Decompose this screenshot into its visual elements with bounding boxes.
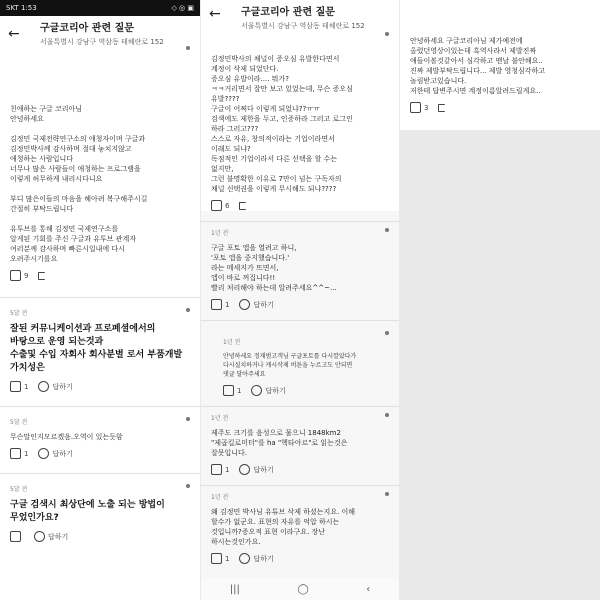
post-text: 안녕하세요 구글코리아님 제가예전에 올렸던영상이있는데 흑역사라서 제발진짜 애들이볼것같아서 심각하고 맨날 불안해요.. 진짜 제발부탁드립니다... 제발 영청심각하고 놀림받고있습니다. 저한테 답변주시면 계정이름알려드릴게요.. (410, 37, 546, 95)
like-count: 1 (225, 465, 230, 474)
overflow-menu-icon[interactable] (385, 492, 389, 496)
status-bar (0, 0, 200, 16)
thumbs-up-icon (10, 448, 21, 459)
flag-icon[interactable] (38, 272, 45, 280)
comment-icon (239, 464, 250, 475)
reply-button[interactable] (239, 299, 273, 310)
post-actions (211, 200, 389, 211)
comment-text: 안녕하세요 정재범고객님 구글포토를 다시깔았다가 다시설치하거나 캐시삭제 버튼을 누르고도 안되면 댓글 달아주세요 (223, 353, 357, 378)
like-button[interactable] (211, 299, 229, 310)
comment-icon (239, 553, 250, 564)
like-count: 1 (24, 382, 29, 391)
reply-label: 답하기 (253, 554, 274, 563)
like-button[interactable] (223, 385, 241, 396)
flag-icon[interactable] (239, 202, 246, 210)
comment-time: 1년 전 (211, 415, 229, 422)
comment-icon (34, 531, 45, 542)
back-arrow-icon[interactable]: ← (8, 26, 20, 42)
screenshot-panel-2 (201, 0, 399, 600)
like-count: 1 (225, 554, 230, 563)
like-count: 9 (24, 271, 29, 280)
comment-text: 구글 검색시 최상단에 노출 되는 방법이 무었인가요? (10, 500, 165, 523)
post-actions (10, 270, 190, 281)
reply-label: 답하기 (253, 465, 274, 474)
like-count: 1 (24, 449, 29, 458)
comment-text: 잘된 커뮤니케이션과 프로페셜에서의 바탕으로 운영 되는것과 수출및 수입 자회사 회사분별 로서 부품개발 가치성은 (10, 324, 183, 373)
comment-card (201, 486, 399, 564)
thumbs-up-icon (410, 102, 421, 113)
reply-button[interactable] (38, 448, 72, 459)
overflow-menu-icon[interactable] (186, 308, 190, 312)
like-button[interactable] (211, 464, 229, 475)
app-bar (201, 0, 399, 40)
thumbs-up-icon (211, 200, 222, 211)
comment-time: 1년 전 (223, 339, 241, 346)
like-button[interactable] (410, 102, 428, 113)
recents-icon[interactable]: ||| (229, 583, 240, 595)
page-address: 서울특별시 강남구 역삼동 테헤란로 152 (241, 22, 365, 30)
back-icon[interactable]: ‹ (366, 583, 371, 595)
like-count: 1 (237, 386, 242, 395)
comment-time: 1년 전 (211, 230, 229, 237)
overflow-menu-icon[interactable] (385, 228, 389, 232)
comment-actions (211, 299, 389, 310)
comment-actions (10, 381, 190, 392)
thumbs-up-icon (10, 270, 21, 281)
reply-button[interactable] (251, 385, 285, 396)
comment-time: 1년 전 (211, 494, 229, 501)
reply-button[interactable] (34, 531, 68, 542)
comment-actions (211, 464, 389, 475)
comment-actions (223, 385, 389, 396)
post-text: 김정민박사의 채널이 증오심 유발한다면서 계정이 삭제 되었단다. 증오심 유발이라.... 뭐가? ㅋㅋ거리면서 잘만 보고 있었는데, 무슨 증오심 유발???? 구글이 어쩌다 이렇게 되었냐??ㅠㅠ 검색에도 제한을 두고, 인증하라 그러고 로그인 하라 그러고??? 스스로 자유, 창의적이라는 기업이라면서 이래도 되냐? 독점적인 기업이라서 다른 선택을 할 수는 없지만, 그런 불명확한 이유로 7만이 넘는 구독자의 채널 선택권을 이렇게 무시해도 되냐???? (211, 55, 353, 193)
reply-label: 답하기 (52, 382, 73, 391)
comment-text: 구글 포토 앱을 열려고 하니, '포토 앱을 중지했습니다.' 라는 메세지가 뜨면서, 앱이 바로 꺼집니다!! 빨리 처리해야 하는데 알려주세요^^~... (211, 244, 337, 292)
like-button[interactable] (10, 270, 28, 281)
comment-text: 왜 김정민 박사님 유튜브 삭제 하셨는지요. 이해 할수가 없군요. 표현의 자유를 억압 하시는 것입니까?증오적 표현 이라구요. 장난 하시는것인가요. (211, 508, 356, 546)
reply-label: 답하기 (265, 386, 286, 395)
reply-button[interactable] (38, 381, 72, 392)
thumbs-up-icon (10, 381, 21, 392)
comment-icon (38, 381, 49, 392)
comment-icon (251, 385, 262, 396)
like-button[interactable] (211, 553, 229, 564)
comment-text: 제주도 크기를 음성으로 물으니 1848km2 "제곱킬로미터"를 ha "헥타아르"로 읽는것은 잘못입니다. (211, 429, 348, 457)
back-arrow-icon[interactable]: ← (209, 6, 221, 22)
overflow-menu-icon[interactable] (186, 46, 190, 50)
page-title: 구글코리아 관련 질문 (40, 23, 134, 34)
comment-card (0, 474, 200, 542)
overflow-menu-icon[interactable] (385, 413, 389, 417)
like-count: 6 (225, 201, 230, 210)
screenshot-panel-1 (0, 0, 200, 600)
comment-card (201, 222, 399, 310)
screenshot-panel-3 (400, 0, 600, 130)
thumbs-up-icon (223, 385, 234, 396)
page-header (241, 3, 377, 31)
like-count: 1 (225, 300, 230, 309)
post-actions (410, 102, 590, 113)
post-card (201, 40, 399, 211)
overflow-menu-icon[interactable] (186, 484, 190, 488)
thumbs-up-icon (211, 299, 222, 310)
thumbs-up-icon (10, 531, 21, 542)
flag-icon[interactable] (438, 104, 445, 112)
post-card (400, 0, 600, 113)
status-time: SKT 1:53 (6, 4, 37, 12)
comment-icon (38, 448, 49, 459)
app-bar (0, 16, 200, 60)
overflow-menu-icon[interactable] (186, 417, 190, 421)
like-button[interactable] (10, 531, 24, 542)
comment-card (0, 407, 200, 459)
post-text: 친애하는 구글 코리아님 안녕하세요 김정민 국제전략연구소의 애청자이며 구글과 김정민박사께 감사하며 절대 놓치지않고 애청하는 사람입니다 너무나 많은 사람들이 애청하는 프로그램을 이렇게 허무하게 내리시다니요 부디 많은이들의 마음을 헤아려 복구해주시길 간절히 부탁드립니다 유투브를 통해 김정민 국제연구소를 알게된 기회를 주신 구글과 유투브 관계자 여러분께 감사하며 빠른시일내에 다시 오려주시기를요 (10, 105, 148, 263)
like-button[interactable] (10, 448, 28, 459)
reply-label: 답하기 (48, 532, 69, 541)
comment-card (201, 407, 399, 475)
comment-actions (211, 553, 389, 564)
comment-text: 무슨말인지모르겠음.오역이 있는듯함 (10, 433, 123, 441)
comment-time: 5달 전 (10, 486, 28, 493)
status-icons: ◇ ◎ ▣ (171, 4, 194, 12)
like-button[interactable] (10, 381, 28, 392)
overflow-menu-icon[interactable] (385, 32, 389, 36)
reply-label: 답하기 (253, 300, 274, 309)
like-button[interactable] (211, 200, 229, 211)
like-count: 3 (424, 103, 429, 112)
home-icon[interactable]: ◯ (297, 583, 309, 595)
thumbs-up-icon (211, 464, 222, 475)
android-nav-bar (201, 578, 399, 600)
overflow-menu-icon[interactable] (385, 331, 389, 335)
comment-card (201, 321, 399, 396)
comment-actions (10, 448, 190, 459)
page-title: 구글코리아 관련 질문 (241, 7, 335, 18)
comment-icon (239, 299, 250, 310)
page-header (40, 19, 178, 47)
thumbs-up-icon (211, 553, 222, 564)
reply-button[interactable] (239, 464, 273, 475)
comment-time: 5달 전 (10, 310, 28, 317)
comment-card (0, 298, 200, 392)
page-address: 서울특별시 강남구 역삼동 테헤란로 152 (40, 38, 164, 46)
comment-time: 5달 전 (10, 419, 28, 426)
reply-button[interactable] (239, 553, 273, 564)
post-card (0, 60, 200, 281)
comment-actions (10, 531, 190, 542)
reply-label: 답하기 (52, 449, 73, 458)
